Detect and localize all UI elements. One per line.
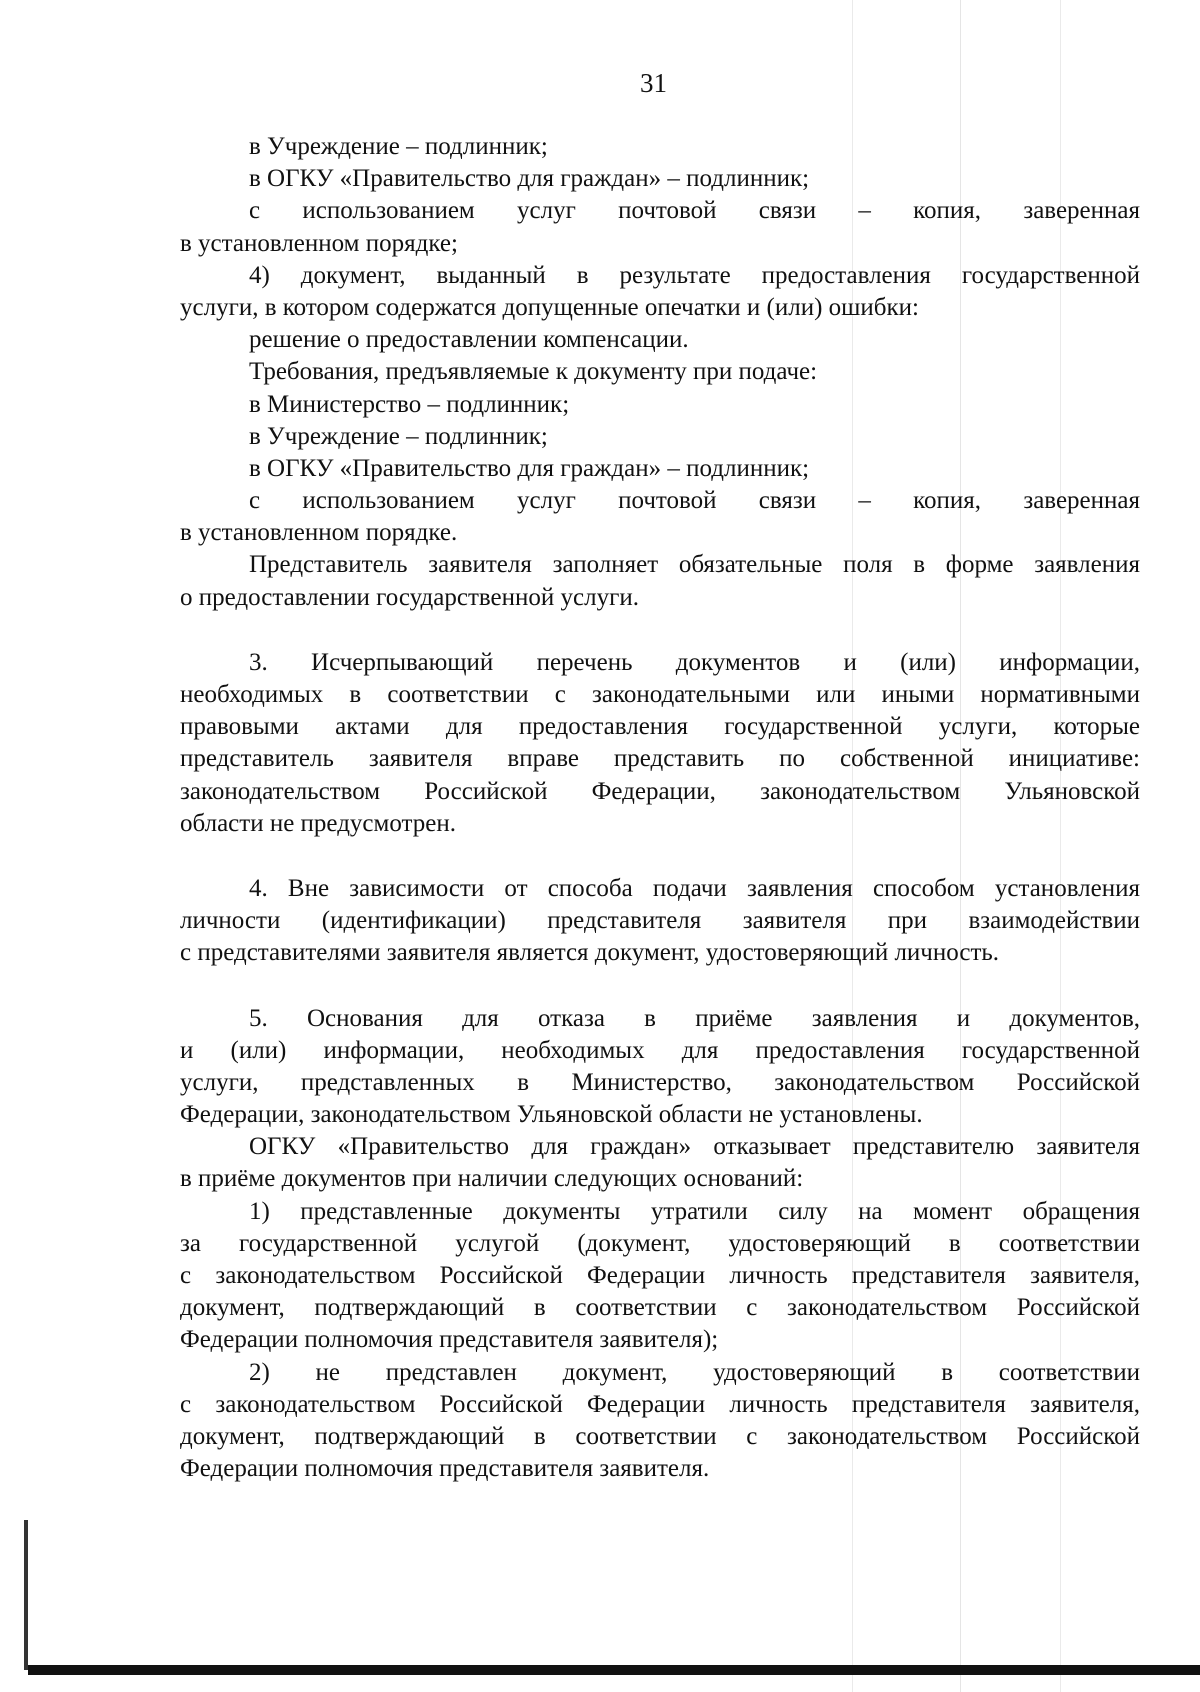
text-line: с законодательством Российской Федерации личность представителя заявителя,	[180, 1390, 1140, 1418]
document-body	[180, 131, 1140, 1485]
text-line: в установленном порядке.	[180, 519, 458, 547]
text-line: с использованием услуг почтовой связи – копия, заверенная	[249, 197, 1140, 225]
page-number: 31	[640, 68, 667, 98]
text-line: в установленном порядке;	[180, 229, 458, 257]
text-line: в ОГКУ «Правительство для граждан» – подлинник;	[249, 454, 810, 482]
text-line: 4) документ, выданный в результате предоставления государственной	[249, 261, 1140, 289]
text-line: с использованием услуг почтовой связи – копия, заверенная	[249, 487, 1140, 515]
text-line: Федерации полномочия представителя заявителя);	[180, 1326, 719, 1354]
text-line: услуги, представленных в Министерство, законодательством Российской	[180, 1068, 1140, 1096]
text-line: правовыми актами для предоставления государственной услуги, которые	[180, 713, 1140, 741]
text-line: Федерации полномочия представителя заявителя.	[180, 1455, 710, 1483]
text-line: необходимых в соответствии с законодательными или иными нормативными	[180, 681, 1140, 708]
text-line: в Учреждение – подлинник;	[249, 133, 548, 160]
text-line: Требования, предъявляемые к документу при подаче:	[249, 358, 818, 386]
text-line: в Учреждение – подлинник;	[249, 422, 548, 450]
text-line: с законодательством Российской Федерации личность представителя заявителя,	[180, 1262, 1140, 1289]
text-line: и (или) информации, необходимых для предоставления государственной	[180, 1036, 1140, 1064]
text-line: 5. Основания для отказа в приёме заявления и документов,	[249, 1004, 1140, 1032]
text-line: в Министерство – подлинник;	[249, 390, 570, 418]
text-line: документ, подтверждающий в соответствии с законодательством Российской	[180, 1422, 1140, 1450]
paragraph-gap	[180, 840, 1140, 873]
text-line: представитель заявителя вправе представить по собственной инициативе:	[180, 745, 1140, 773]
text-line: 2) не представлен документ, удостоверяющий в соответствии	[249, 1358, 1140, 1386]
text-line: Представитель заявителя заполняет обязательные поля в форме заявления	[249, 551, 1140, 579]
text-line: 3. Исчерпывающий перечень документов и (или) информации,	[249, 648, 1140, 676]
text-line: с представителями заявителя является документ, удостоверяющий личность.	[180, 939, 1000, 967]
text-line: услуги, в котором содержатся допущенные опечатки и (или) ошибки:	[180, 293, 919, 321]
text-line: личности (идентификации) представителя заявителя при взаимодействии	[180, 907, 1140, 935]
paragraph-gap	[180, 970, 1140, 1003]
text-line: документ, подтверждающий в соответствии с законодательством Российской	[180, 1294, 1140, 1322]
text-line: Федерации, законодательством Ульяновской области не установлены.	[180, 1101, 923, 1129]
text-line: законодательством Российской Федерации, законодательством Ульяновской	[180, 777, 1140, 805]
text-line: в ОГКУ «Правительство для граждан» – подлинник;	[249, 165, 810, 193]
text-line: за государственной услугой (документ, удостоверяющий в соответствии	[180, 1229, 1140, 1257]
paragraph-gap	[180, 614, 1140, 647]
text-line: о предоставлении государственной услуги.	[180, 583, 639, 611]
text-line: решение о предоставлении компенсации.	[249, 326, 689, 354]
scan-artifact-bottom-edge	[28, 1665, 1200, 1675]
text-line: области не предусмотрен.	[180, 809, 456, 837]
text-line: 1) представленные документы утратили силу на момент обращения	[249, 1197, 1140, 1225]
text-line: ОГКУ «Правительство для граждан» отказывает представителю заявителя	[249, 1133, 1140, 1161]
text-line: 4. Вне зависимости от способа подачи заявления способом установления	[249, 874, 1140, 902]
text-line: в приёме документов при наличии следующих оснований:	[180, 1165, 804, 1193]
scan-artifact-edge	[24, 1520, 28, 1670]
